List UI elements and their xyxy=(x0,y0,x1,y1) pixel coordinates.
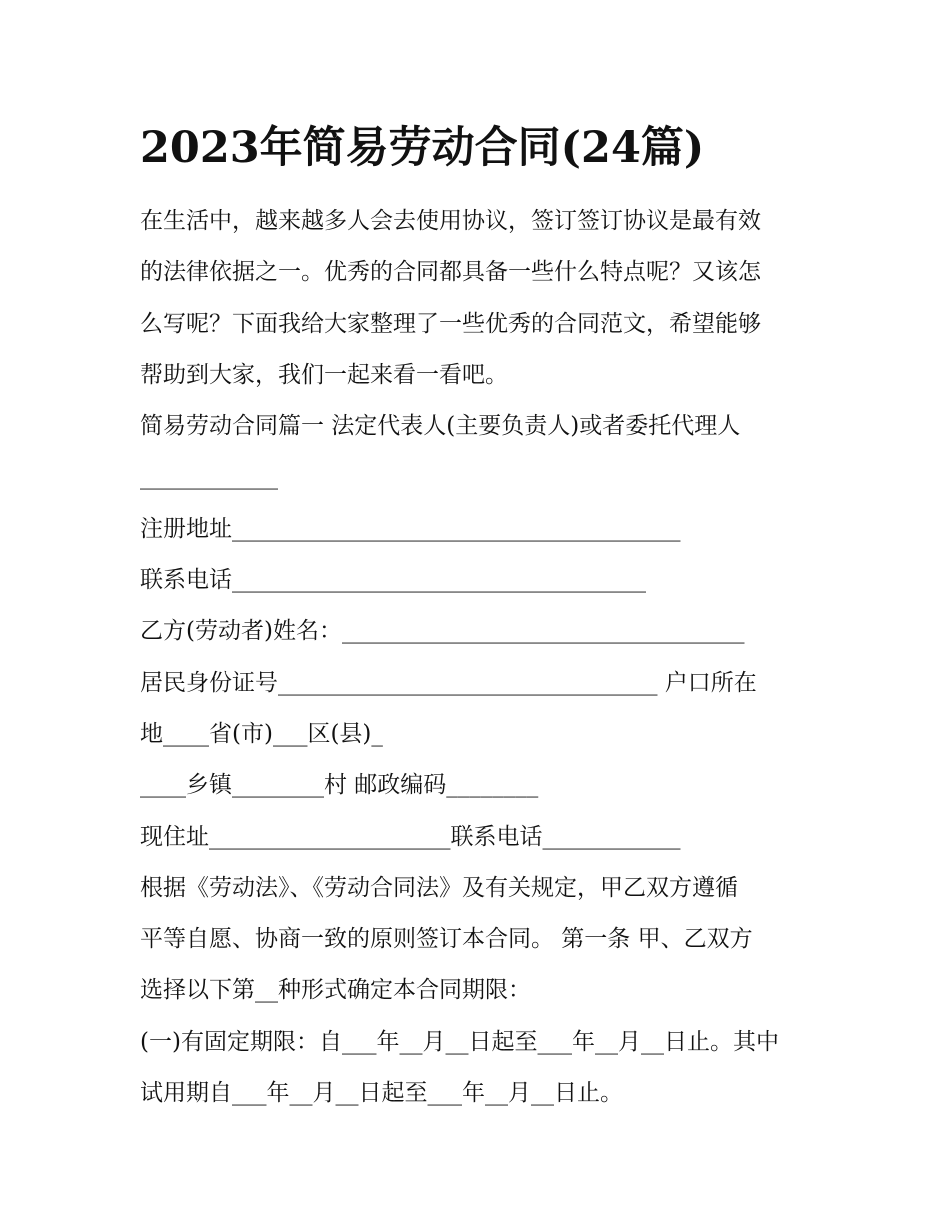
body-line: 的法律依据之一。优秀的合同都具备一些什么特点呢？又该怎 xyxy=(140,259,761,286)
contract-term-clause: (一)有固定期限：自___年__月__日起至___年__月__日止。其中 xyxy=(140,1028,779,1055)
body-line: 根据《劳动法》、《劳动合同法》及有关规定，甲乙双方遵循 xyxy=(140,874,738,901)
contact-phone-field: 联系电话____________________________________ xyxy=(140,567,646,594)
contract-section-heading: 简易劳动合同篇一 法定代表人(主要负责人)或者委托代理人 xyxy=(140,413,741,440)
probation-clause: 试用期自___年__月__日起至___年__月__日止。 xyxy=(140,1080,623,1107)
current-address-field: 现住址_____________________联系电话____________ xyxy=(140,823,681,850)
document-body xyxy=(140,196,820,1119)
blank-field-line: ____________ xyxy=(140,464,278,491)
body-line: 帮助到大家，我们一起来看一看吧。 xyxy=(140,361,508,388)
document-title: 2023年简易劳动合同(24篇) xyxy=(140,123,705,173)
household-address-field: 地____省(市)___区(县)_ xyxy=(140,720,383,747)
body-line: 选择以下第__种形式确定本合同期限： xyxy=(140,977,531,1004)
body-line: 么写呢？下面我给大家整理了一些优秀的合同范文，希望能够 xyxy=(140,310,761,337)
id-number-field: 居民身份证号_________________________________ 户口所在 xyxy=(140,669,757,696)
worker-name-field: 乙方(劳动者)姓名：___________________________________ xyxy=(140,618,745,645)
township-postcode-field: ____乡镇________村 邮政编码________ xyxy=(140,772,539,799)
body-line: 在生活中，越来越多人会去使用协议，签订签订协议是最有效 xyxy=(140,208,761,234)
registered-address-field: 注册地址_______________________________________ xyxy=(140,515,681,542)
body-line: 平等自愿、协商一致的原则签订本合同。 第一条 甲、乙双方 xyxy=(140,926,753,953)
